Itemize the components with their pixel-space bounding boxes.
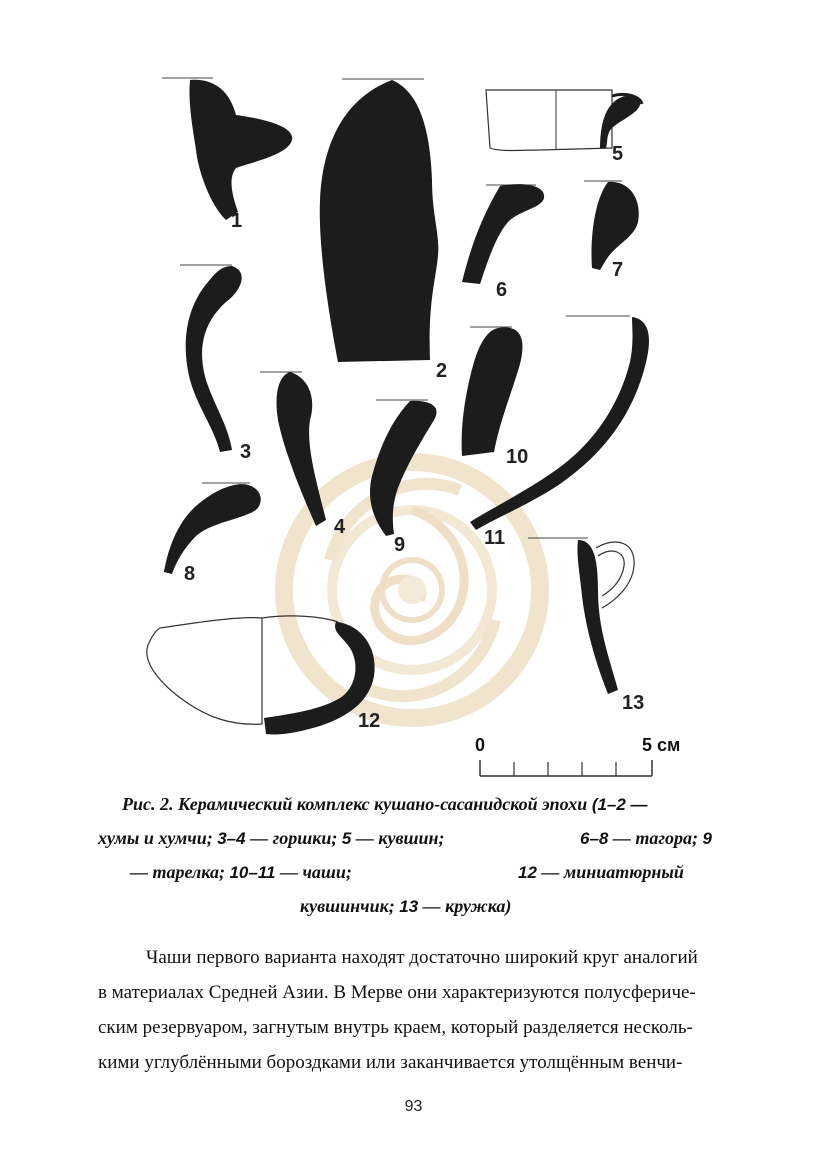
caption-text: 12: [518, 863, 537, 882]
figure-label-2: 2: [436, 360, 448, 382]
figure-label-5: 5: [612, 143, 624, 165]
caption-text: кувшинчик;: [300, 896, 400, 916]
caption-text: 6–8: [580, 829, 609, 848]
sherd-5: [486, 90, 642, 151]
sherd-2: [320, 79, 439, 362]
caption-text: 9: [702, 829, 712, 848]
caption-text: — чаши;: [275, 862, 352, 882]
caption-text: 10–11: [229, 863, 276, 882]
body-line-2: в материалах Средней Азии. В Мерве они характеризуются полусфериче-: [98, 982, 696, 1003]
figure-label-11: 11: [484, 527, 506, 549]
caption-text: — кувшин;: [351, 828, 445, 848]
body-line-1: Чаши первого варианта находят достаточно широкий круг аналогий: [146, 947, 698, 968]
caption-text: — кружка): [418, 896, 512, 916]
sherd-4: [260, 372, 326, 526]
caption-text: 13: [399, 897, 419, 916]
sherd-12: [147, 616, 375, 735]
figure-label-8: 8: [184, 563, 196, 585]
sherd-6: [462, 184, 544, 284]
scale-bar: [480, 760, 652, 776]
sherd-7: [584, 181, 639, 270]
scale-start-label: 0: [475, 735, 486, 755]
body-line-4: кими углублёнными бороздками или заканчивается утолщённым венчи-: [98, 1052, 683, 1073]
figure-label-7: 7: [612, 259, 624, 281]
body-line-3: ским резервуаром, загнутым внутрь краем, который разделяется несколь-: [98, 1017, 693, 1038]
caption-text: — миниатюрный: [536, 862, 684, 882]
sherd-1: [162, 78, 292, 220]
caption-text: (1–2 —: [591, 795, 648, 814]
caption-line-2: [98, 821, 728, 855]
figure-label-4: 4: [334, 516, 346, 538]
body-paragraph: [98, 940, 728, 1080]
figure-label-12: 12: [358, 710, 381, 732]
caption-text: хумы и хумчи;: [98, 828, 218, 848]
scale-end-label: 5 см: [642, 735, 681, 755]
sherd-10: [462, 327, 523, 456]
caption-line-4: [98, 889, 728, 923]
caption-text: — горшки;: [245, 828, 342, 848]
caption-text: 3–4: [217, 829, 246, 848]
caption-text: — тарелка;: [130, 862, 230, 882]
caption-text: — тагора;: [608, 828, 703, 848]
page-number: 93: [404, 1098, 423, 1115]
sherd-3: [180, 265, 242, 452]
figure-label-3: 3: [240, 441, 252, 463]
caption-text: Рис. 2. Керамический комплекс кушано-сасанидской эпохи: [122, 794, 592, 814]
caption-text: 5: [341, 829, 352, 848]
figure-label-13: 13: [622, 692, 645, 714]
figure-caption: [98, 787, 728, 923]
figure-label-1: 1: [231, 210, 243, 232]
figure-label-6: 6: [496, 279, 508, 301]
figure-label-10: 10: [506, 446, 529, 468]
watermark-emblem: [284, 462, 540, 718]
sherd-8: [164, 483, 261, 574]
caption-line-3: [98, 855, 728, 889]
figure-label-9: 9: [394, 534, 406, 556]
caption-line-1: [98, 787, 728, 821]
